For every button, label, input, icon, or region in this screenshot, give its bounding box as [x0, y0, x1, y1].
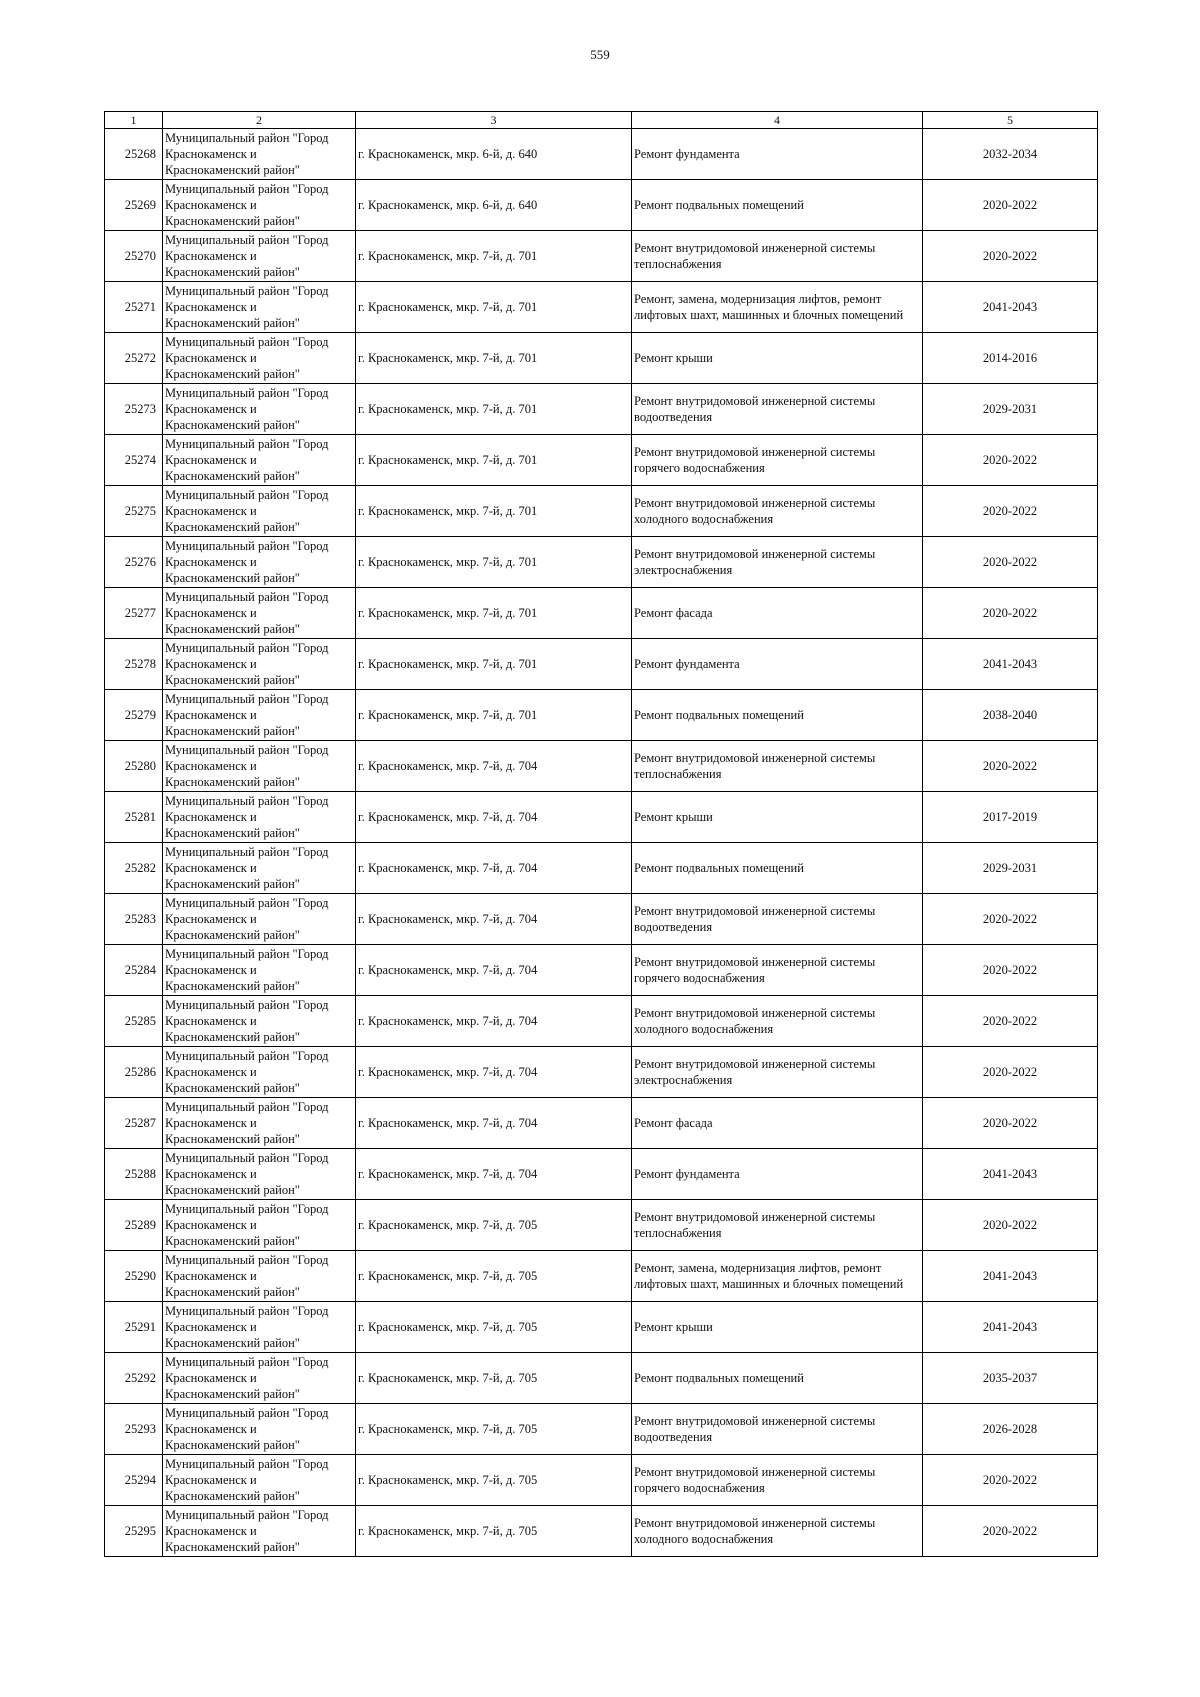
period-cell: 2020-2022	[923, 537, 1098, 588]
row-number: 25287	[105, 1098, 163, 1149]
table-row	[105, 333, 1098, 384]
work-type-cell: Ремонт внутридомовой инженерной системы холодного водоснабжения	[632, 996, 923, 1047]
work-type-cell: Ремонт внутридомовой инженерной системы теплоснабжения	[632, 1200, 923, 1251]
municipality-cell: Муниципальный район "Город Краснокаменск и Краснокаменский район"	[163, 435, 356, 486]
address-cell: г. Краснокаменск, мкр. 7-й, д. 705	[356, 1404, 632, 1455]
work-type-cell: Ремонт внутридомовой инженерной системы теплоснабжения	[632, 231, 923, 282]
table-row	[105, 741, 1098, 792]
table-row	[105, 1455, 1098, 1506]
municipality-cell: Муниципальный район "Город Краснокаменск и Краснокаменский район"	[163, 1506, 356, 1557]
municipality-cell: Муниципальный район "Город Краснокаменск и Краснокаменский район"	[163, 129, 356, 180]
table-row	[105, 792, 1098, 843]
municipality-cell: Муниципальный район "Город Краснокаменск и Краснокаменский район"	[163, 1098, 356, 1149]
municipality-cell: Муниципальный район "Город Краснокаменск и Краснокаменский район"	[163, 639, 356, 690]
municipality-cell: Муниципальный район "Город Краснокаменск и Краснокаменский район"	[163, 894, 356, 945]
municipality-cell: Муниципальный район "Город Краснокаменск и Краснокаменский район"	[163, 537, 356, 588]
row-number: 25273	[105, 384, 163, 435]
work-type-cell: Ремонт внутридомовой инженерной системы горячего водоснабжения	[632, 945, 923, 996]
row-number: 25292	[105, 1353, 163, 1404]
municipality-cell: Муниципальный район "Город Краснокаменск и Краснокаменский район"	[163, 588, 356, 639]
row-number: 25284	[105, 945, 163, 996]
work-type-cell: Ремонт, замена, модернизация лифтов, ремонт лифтовых шахт, машинных и блочных помещений	[632, 282, 923, 333]
row-number: 25293	[105, 1404, 163, 1455]
period-cell: 2041-2043	[923, 282, 1098, 333]
row-number: 25268	[105, 129, 163, 180]
table-row	[105, 384, 1098, 435]
municipality-cell: Муниципальный район "Город Краснокаменск и Краснокаменский район"	[163, 1149, 356, 1200]
work-type-cell: Ремонт крыши	[632, 1302, 923, 1353]
address-cell: г. Краснокаменск, мкр. 6-й, д. 640	[356, 180, 632, 231]
period-cell: 2014-2016	[923, 333, 1098, 384]
municipality-cell: Муниципальный район "Город Краснокаменск и Краснокаменский район"	[163, 1404, 356, 1455]
work-type-cell: Ремонт фундамента	[632, 639, 923, 690]
work-type-cell: Ремонт фасада	[632, 1098, 923, 1149]
address-cell: г. Краснокаменск, мкр. 7-й, д. 701	[356, 282, 632, 333]
capital-repair-table	[104, 111, 1098, 1557]
table-row	[105, 1098, 1098, 1149]
period-cell: 2026-2028	[923, 1404, 1098, 1455]
address-cell: г. Краснокаменск, мкр. 7-й, д. 704	[356, 1149, 632, 1200]
row-number: 25271	[105, 282, 163, 333]
row-number: 25276	[105, 537, 163, 588]
period-cell: 2038-2040	[923, 690, 1098, 741]
municipality-cell: Муниципальный район "Город Краснокаменск и Краснокаменский район"	[163, 333, 356, 384]
municipality-cell: Муниципальный район "Город Краснокаменск и Краснокаменский район"	[163, 741, 356, 792]
row-number: 25270	[105, 231, 163, 282]
period-cell: 2020-2022	[923, 1098, 1098, 1149]
address-cell: г. Краснокаменск, мкр. 7-й, д. 704	[356, 792, 632, 843]
work-type-cell: Ремонт внутридомовой инженерной системы водоотведения	[632, 1404, 923, 1455]
row-number: 25272	[105, 333, 163, 384]
row-number: 25285	[105, 996, 163, 1047]
address-cell: г. Краснокаменск, мкр. 7-й, д. 704	[356, 1047, 632, 1098]
address-cell: г. Краснокаменск, мкр. 7-й, д. 701	[356, 231, 632, 282]
municipality-cell: Муниципальный район "Город Краснокаменск и Краснокаменский район"	[163, 1047, 356, 1098]
address-cell: г. Краснокаменск, мкр. 7-й, д. 705	[356, 1455, 632, 1506]
municipality-cell: Муниципальный район "Город Краснокаменск и Краснокаменский район"	[163, 486, 356, 537]
row-number: 25283	[105, 894, 163, 945]
period-cell: 2020-2022	[923, 741, 1098, 792]
address-cell: г. Краснокаменск, мкр. 7-й, д. 704	[356, 945, 632, 996]
address-cell: г. Краснокаменск, мкр. 7-й, д. 704	[356, 996, 632, 1047]
table-row	[105, 1353, 1098, 1404]
row-number: 25288	[105, 1149, 163, 1200]
row-number: 25291	[105, 1302, 163, 1353]
period-cell: 2020-2022	[923, 996, 1098, 1047]
row-number: 25282	[105, 843, 163, 894]
address-cell: г. Краснокаменск, мкр. 7-й, д. 705	[356, 1200, 632, 1251]
municipality-cell: Муниципальный район "Город Краснокаменск и Краснокаменский район"	[163, 384, 356, 435]
work-type-cell: Ремонт крыши	[632, 792, 923, 843]
period-cell: 2035-2037	[923, 1353, 1098, 1404]
address-cell: г. Краснокаменск, мкр. 7-й, д. 701	[356, 384, 632, 435]
table-row	[105, 282, 1098, 333]
table-row	[105, 1047, 1098, 1098]
table-row	[105, 639, 1098, 690]
work-type-cell: Ремонт внутридомовой инженерной системы горячего водоснабжения	[632, 435, 923, 486]
table-row	[105, 231, 1098, 282]
period-cell: 2041-2043	[923, 639, 1098, 690]
work-type-cell: Ремонт внутридомовой инженерной системы горячего водоснабжения	[632, 1455, 923, 1506]
municipality-cell: Муниципальный район "Город Краснокаменск и Краснокаменский район"	[163, 1302, 356, 1353]
table-row	[105, 894, 1098, 945]
period-cell: 2020-2022	[923, 435, 1098, 486]
row-number: 25269	[105, 180, 163, 231]
work-type-cell: Ремонт внутридомовой инженерной системы электроснабжения	[632, 537, 923, 588]
header-col-1: 1	[105, 112, 163, 129]
period-cell: 2017-2019	[923, 792, 1098, 843]
address-cell: г. Краснокаменск, мкр. 7-й, д. 705	[356, 1251, 632, 1302]
work-type-cell: Ремонт подвальных помещений	[632, 690, 923, 741]
row-number: 25274	[105, 435, 163, 486]
table-row	[105, 537, 1098, 588]
work-type-cell: Ремонт внутридомовой инженерной системы теплоснабжения	[632, 741, 923, 792]
period-cell: 2020-2022	[923, 945, 1098, 996]
municipality-cell: Муниципальный район "Город Краснокаменск и Краснокаменский район"	[163, 1353, 356, 1404]
period-cell: 2041-2043	[923, 1149, 1098, 1200]
table-row	[105, 690, 1098, 741]
period-cell: 2020-2022	[923, 1506, 1098, 1557]
address-cell: г. Краснокаменск, мкр. 7-й, д. 701	[356, 588, 632, 639]
address-cell: г. Краснокаменск, мкр. 7-й, д. 701	[356, 690, 632, 741]
header-col-3: 3	[356, 112, 632, 129]
address-cell: г. Краснокаменск, мкр. 7-й, д. 701	[356, 537, 632, 588]
address-cell: г. Краснокаменск, мкр. 7-й, д. 705	[356, 1302, 632, 1353]
municipality-cell: Муниципальный район "Город Краснокаменск и Краснокаменский район"	[163, 843, 356, 894]
work-type-cell: Ремонт внутридомовой инженерной системы холодного водоснабжения	[632, 486, 923, 537]
period-cell: 2020-2022	[923, 1047, 1098, 1098]
work-type-cell: Ремонт внутридомовой инженерной системы водоотведения	[632, 894, 923, 945]
work-type-cell: Ремонт, замена, модернизация лифтов, ремонт лифтовых шахт, машинных и блочных помещений	[632, 1251, 923, 1302]
table-row	[105, 945, 1098, 996]
row-number: 25280	[105, 741, 163, 792]
address-cell: г. Краснокаменск, мкр. 7-й, д. 705	[356, 1353, 632, 1404]
header-col-4: 4	[632, 112, 923, 129]
period-cell: 2020-2022	[923, 180, 1098, 231]
row-number: 25279	[105, 690, 163, 741]
municipality-cell: Муниципальный район "Город Краснокаменск и Краснокаменский район"	[163, 1455, 356, 1506]
address-cell: г. Краснокаменск, мкр. 7-й, д. 704	[356, 741, 632, 792]
period-cell: 2041-2043	[923, 1302, 1098, 1353]
table-row	[105, 996, 1098, 1047]
row-number: 25275	[105, 486, 163, 537]
address-cell: г. Краснокаменск, мкр. 7-й, д. 701	[356, 639, 632, 690]
address-cell: г. Краснокаменск, мкр. 7-й, д. 701	[356, 486, 632, 537]
table-row	[105, 1404, 1098, 1455]
work-type-cell: Ремонт внутридомовой инженерной системы водоотведения	[632, 384, 923, 435]
municipality-cell: Муниципальный район "Город Краснокаменск и Краснокаменский район"	[163, 996, 356, 1047]
work-type-cell: Ремонт фундамента	[632, 129, 923, 180]
period-cell: 2020-2022	[923, 486, 1098, 537]
municipality-cell: Муниципальный район "Город Краснокаменск и Краснокаменский район"	[163, 792, 356, 843]
period-cell: 2020-2022	[923, 1200, 1098, 1251]
municipality-cell: Муниципальный район "Город Краснокаменск и Краснокаменский район"	[163, 1200, 356, 1251]
address-cell: г. Краснокаменск, мкр. 7-й, д. 704	[356, 1098, 632, 1149]
row-number: 25290	[105, 1251, 163, 1302]
work-type-cell: Ремонт фундамента	[632, 1149, 923, 1200]
table-row	[105, 1302, 1098, 1353]
address-cell: г. Краснокаменск, мкр. 6-й, д. 640	[356, 129, 632, 180]
table-row	[105, 1200, 1098, 1251]
table-row	[105, 486, 1098, 537]
work-type-cell: Ремонт подвальных помещений	[632, 180, 923, 231]
table-row	[105, 1251, 1098, 1302]
address-cell: г. Краснокаменск, мкр. 7-й, д. 704	[356, 894, 632, 945]
table-row	[105, 1149, 1098, 1200]
work-type-cell: Ремонт внутридомовой инженерной системы холодного водоснабжения	[632, 1506, 923, 1557]
municipality-cell: Муниципальный район "Город Краснокаменск и Краснокаменский район"	[163, 945, 356, 996]
table-row	[105, 435, 1098, 486]
period-cell: 2029-2031	[923, 843, 1098, 894]
period-cell: 2020-2022	[923, 231, 1098, 282]
row-number: 25295	[105, 1506, 163, 1557]
header-row	[105, 112, 1098, 129]
municipality-cell: Муниципальный район "Город Краснокаменск и Краснокаменский район"	[163, 180, 356, 231]
row-number: 25286	[105, 1047, 163, 1098]
period-cell: 2020-2022	[923, 588, 1098, 639]
work-type-cell: Ремонт подвальных помещений	[632, 843, 923, 894]
address-cell: г. Краснокаменск, мкр. 7-й, д. 701	[356, 333, 632, 384]
address-cell: г. Краснокаменск, мкр. 7-й, д. 701	[356, 435, 632, 486]
work-type-cell: Ремонт крыши	[632, 333, 923, 384]
table-row	[105, 180, 1098, 231]
page-number: 559	[590, 47, 610, 62]
municipality-cell: Муниципальный район "Город Краснокаменск и Краснокаменский район"	[163, 690, 356, 741]
municipality-cell: Муниципальный район "Город Краснокаменск и Краснокаменский район"	[163, 1251, 356, 1302]
municipality-cell: Муниципальный район "Город Краснокаменск и Краснокаменский район"	[163, 282, 356, 333]
table-row	[105, 129, 1098, 180]
table-row	[105, 843, 1098, 894]
period-cell: 2032-2034	[923, 129, 1098, 180]
period-cell: 2020-2022	[923, 1455, 1098, 1506]
work-type-cell: Ремонт фасада	[632, 588, 923, 639]
period-cell: 2029-2031	[923, 384, 1098, 435]
address-cell: г. Краснокаменск, мкр. 7-й, д. 705	[356, 1506, 632, 1557]
header-col-2: 2	[163, 112, 356, 129]
header-col-5: 5	[923, 112, 1098, 129]
table-row	[105, 588, 1098, 639]
row-number: 25277	[105, 588, 163, 639]
period-cell: 2020-2022	[923, 894, 1098, 945]
table-row	[105, 1506, 1098, 1557]
period-cell: 2041-2043	[923, 1251, 1098, 1302]
address-cell: г. Краснокаменск, мкр. 7-й, д. 704	[356, 843, 632, 894]
work-type-cell: Ремонт подвальных помещений	[632, 1353, 923, 1404]
row-number: 25281	[105, 792, 163, 843]
row-number: 25294	[105, 1455, 163, 1506]
row-number: 25289	[105, 1200, 163, 1251]
work-type-cell: Ремонт внутридомовой инженерной системы электроснабжения	[632, 1047, 923, 1098]
municipality-cell: Муниципальный район "Город Краснокаменск и Краснокаменский район"	[163, 231, 356, 282]
row-number: 25278	[105, 639, 163, 690]
